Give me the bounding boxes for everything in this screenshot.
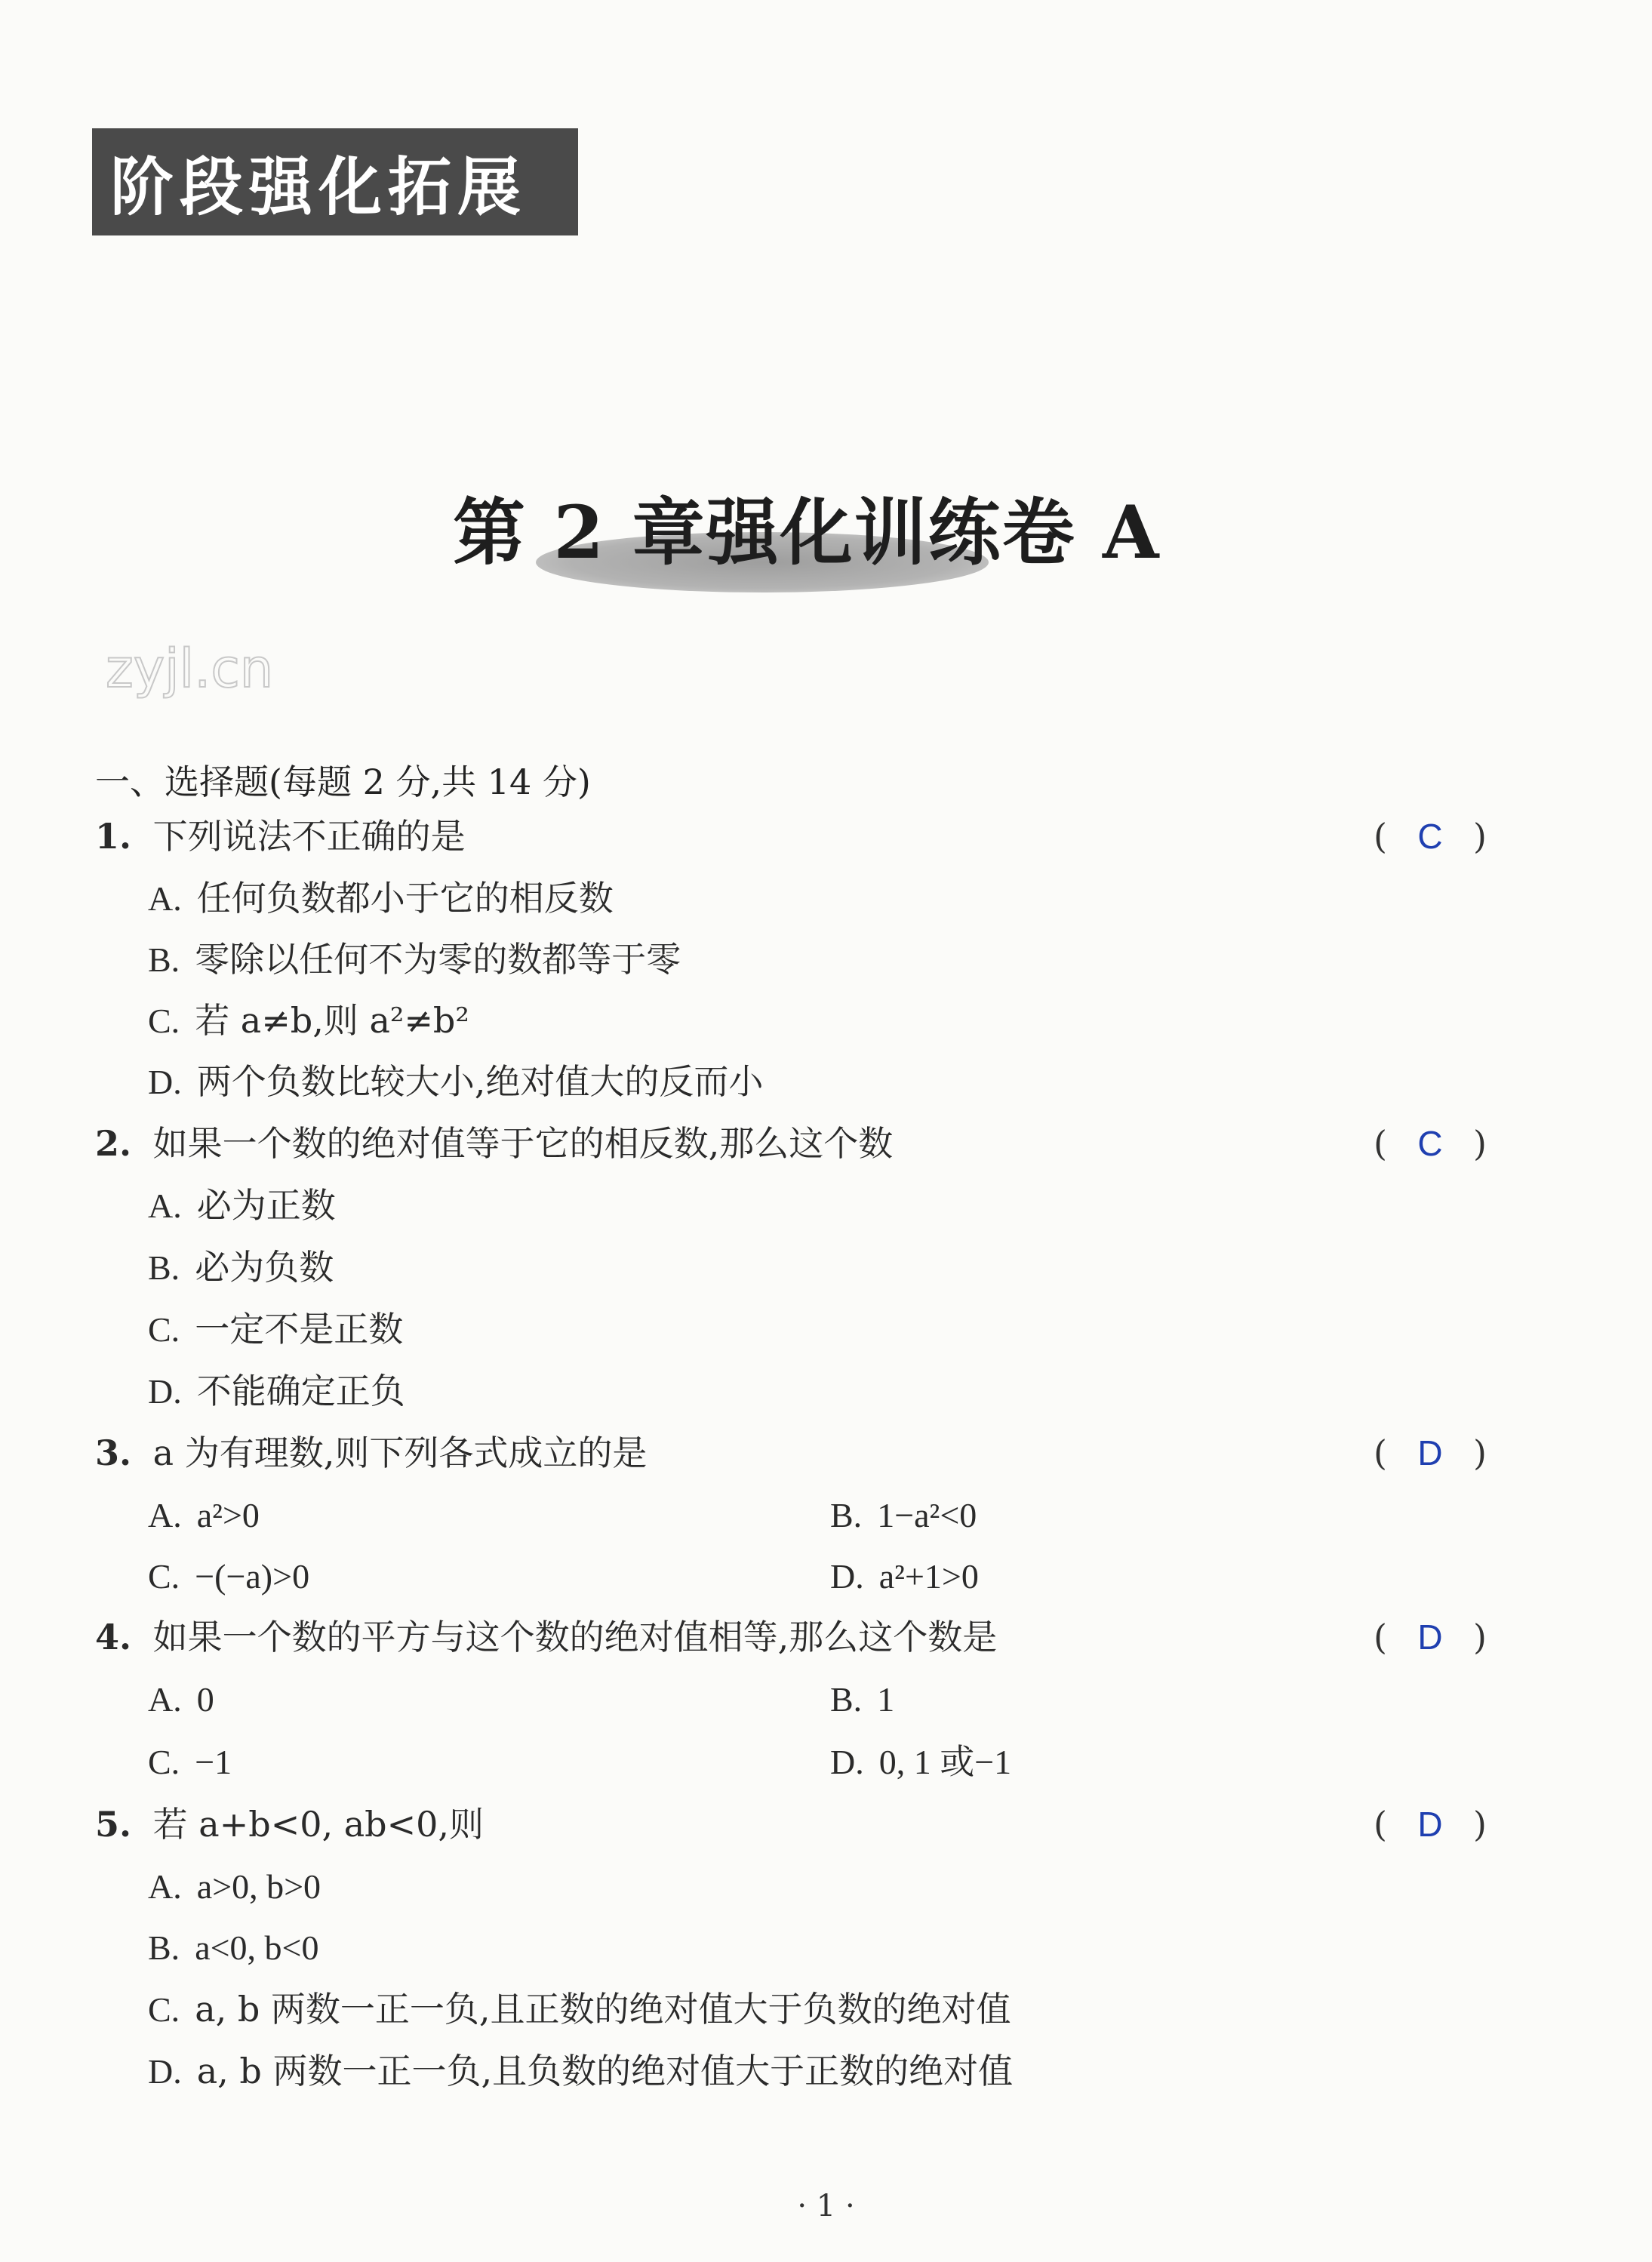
- option-label: C.: [148, 1990, 180, 2029]
- option-text: 若 a≠b,则 a²≠b²: [195, 1000, 469, 1041]
- option-1b: [148, 937, 681, 983]
- option-text: a²+1>0: [878, 1557, 979, 1596]
- option-1a: [148, 876, 614, 922]
- option-text: a>0, b>0: [196, 1867, 321, 1906]
- option-label: D.: [148, 2052, 182, 2091]
- answer-4: [1374, 1614, 1487, 1660]
- option-3b: [830, 1492, 977, 1538]
- answer-close-paren: ): [1473, 1617, 1487, 1657]
- option-text: a, b 两数一正一负,且正数的绝对值大于负数的绝对值: [195, 1989, 1011, 2030]
- option-5c: [148, 1987, 1011, 2033]
- option-text: 0: [196, 1680, 214, 1719]
- question-number: 1.: [95, 816, 132, 857]
- option-5d: [148, 2048, 1013, 2094]
- option-text: 0, 1 或−1: [878, 1743, 1012, 1781]
- answer-open-paren: (: [1374, 1123, 1387, 1164]
- option-label: A.: [148, 879, 182, 918]
- question-stem: 若 a+b<0, ab<0,则: [152, 1804, 485, 1845]
- option-text: a, b 两数一正一负,且负数的绝对值大于正数的绝对值: [196, 2051, 1014, 2091]
- option-1c: [148, 998, 469, 1044]
- question-number: 4.: [95, 1617, 132, 1657]
- option-text: 必为正数: [196, 1185, 336, 1226]
- option-label: C.: [148, 1557, 180, 1596]
- option-label: B.: [830, 1680, 863, 1719]
- option-label: C.: [148, 1743, 180, 1781]
- option-text: 任何负数都小于它的相反数: [196, 878, 614, 919]
- option-text: 必为负数: [195, 1247, 334, 1288]
- answer-letter: D: [1417, 1805, 1443, 1844]
- answer-3: [1374, 1430, 1487, 1476]
- option-label: D.: [830, 1557, 864, 1596]
- question-5: [95, 1802, 484, 1847]
- option-text: 不能确定正负: [196, 1371, 405, 1411]
- answer-open-paren: (: [1374, 816, 1387, 857]
- answer-2: [1374, 1121, 1487, 1166]
- option-label: D.: [148, 1063, 182, 1101]
- answer-close-paren: ): [1473, 1804, 1487, 1845]
- answer-1: [1374, 814, 1487, 859]
- option-text: 1: [877, 1680, 895, 1719]
- option-label: D.: [148, 1372, 182, 1411]
- page-number: · 1 ·: [797, 2189, 855, 2224]
- question-number: 5.: [95, 1804, 132, 1845]
- question-number: 2.: [95, 1123, 132, 1164]
- option-label: A.: [148, 1867, 182, 1906]
- option-text: −1: [195, 1743, 232, 1781]
- option-4b: [830, 1676, 894, 1722]
- question-2: [95, 1121, 893, 1166]
- answer-close-paren: ): [1473, 816, 1487, 857]
- option-label: B.: [148, 1928, 180, 1967]
- option-2d: [148, 1368, 405, 1414]
- question-stem: 如果一个数的绝对值等于它的相反数,那么这个数: [152, 1123, 894, 1164]
- option-3d: [830, 1553, 979, 1599]
- answer-open-paren: (: [1374, 1433, 1387, 1473]
- option-text: 两个负数比较大小,绝对值大的反而小: [196, 1061, 764, 1102]
- section-banner: 阶段强化拓展: [92, 128, 578, 235]
- question-stem: 如果一个数的平方与这个数的绝对值相等,那么这个数是: [152, 1617, 998, 1657]
- option-label: A.: [148, 1186, 182, 1225]
- watermark: zyjl.cn: [106, 638, 274, 700]
- answer-close-paren: ): [1473, 1433, 1487, 1473]
- option-2a: [148, 1183, 336, 1229]
- option-label: A.: [148, 1496, 182, 1534]
- option-3a: [148, 1492, 260, 1538]
- question-number: 3.: [95, 1433, 132, 1473]
- answer-open-paren: (: [1374, 1804, 1387, 1845]
- option-text: 一定不是正数: [195, 1309, 404, 1350]
- option-5a: [148, 1863, 321, 1910]
- answer-5: [1374, 1802, 1487, 1847]
- option-text: 1−a²<0: [877, 1496, 977, 1534]
- option-3c: [148, 1553, 309, 1599]
- question-4: [95, 1614, 997, 1660]
- option-label: D.: [830, 1743, 864, 1781]
- option-text: a²>0: [196, 1496, 260, 1534]
- answer-letter: D: [1417, 1617, 1443, 1657]
- option-label: C.: [148, 1002, 180, 1040]
- question-3: [95, 1430, 647, 1476]
- option-text: a<0, b<0: [195, 1928, 319, 1967]
- option-1d: [148, 1059, 763, 1105]
- answer-open-paren: (: [1374, 1617, 1387, 1657]
- option-2c: [148, 1306, 403, 1353]
- question-stem: a 为有理数,则下列各式成立的是: [152, 1433, 648, 1473]
- option-4a: [148, 1676, 214, 1722]
- option-label: A.: [148, 1680, 182, 1719]
- page-title: 第 2 章强化训练卷 A: [453, 490, 1161, 575]
- option-2b: [148, 1245, 334, 1291]
- section-heading: 一、选择题(每题 2 分,共 14 分): [95, 762, 591, 802]
- option-5b: [148, 1925, 319, 1971]
- option-label: B.: [830, 1496, 863, 1534]
- title-block: [423, 460, 1177, 611]
- answer-letter: C: [1417, 817, 1443, 856]
- question-1: [95, 814, 466, 859]
- option-4d: [830, 1739, 1011, 1785]
- question-stem: 下列说法不正确的是: [152, 816, 466, 857]
- option-text: −(−a)>0: [195, 1557, 310, 1596]
- answer-letter: D: [1417, 1433, 1443, 1473]
- answer-close-paren: ): [1473, 1123, 1487, 1164]
- option-4c: [148, 1739, 232, 1785]
- option-label: C.: [148, 1310, 180, 1349]
- option-text: 零除以任何不为零的数都等于零: [195, 939, 681, 980]
- option-label: B.: [148, 1248, 180, 1287]
- answer-letter: C: [1417, 1124, 1443, 1163]
- option-label: B.: [148, 940, 180, 979]
